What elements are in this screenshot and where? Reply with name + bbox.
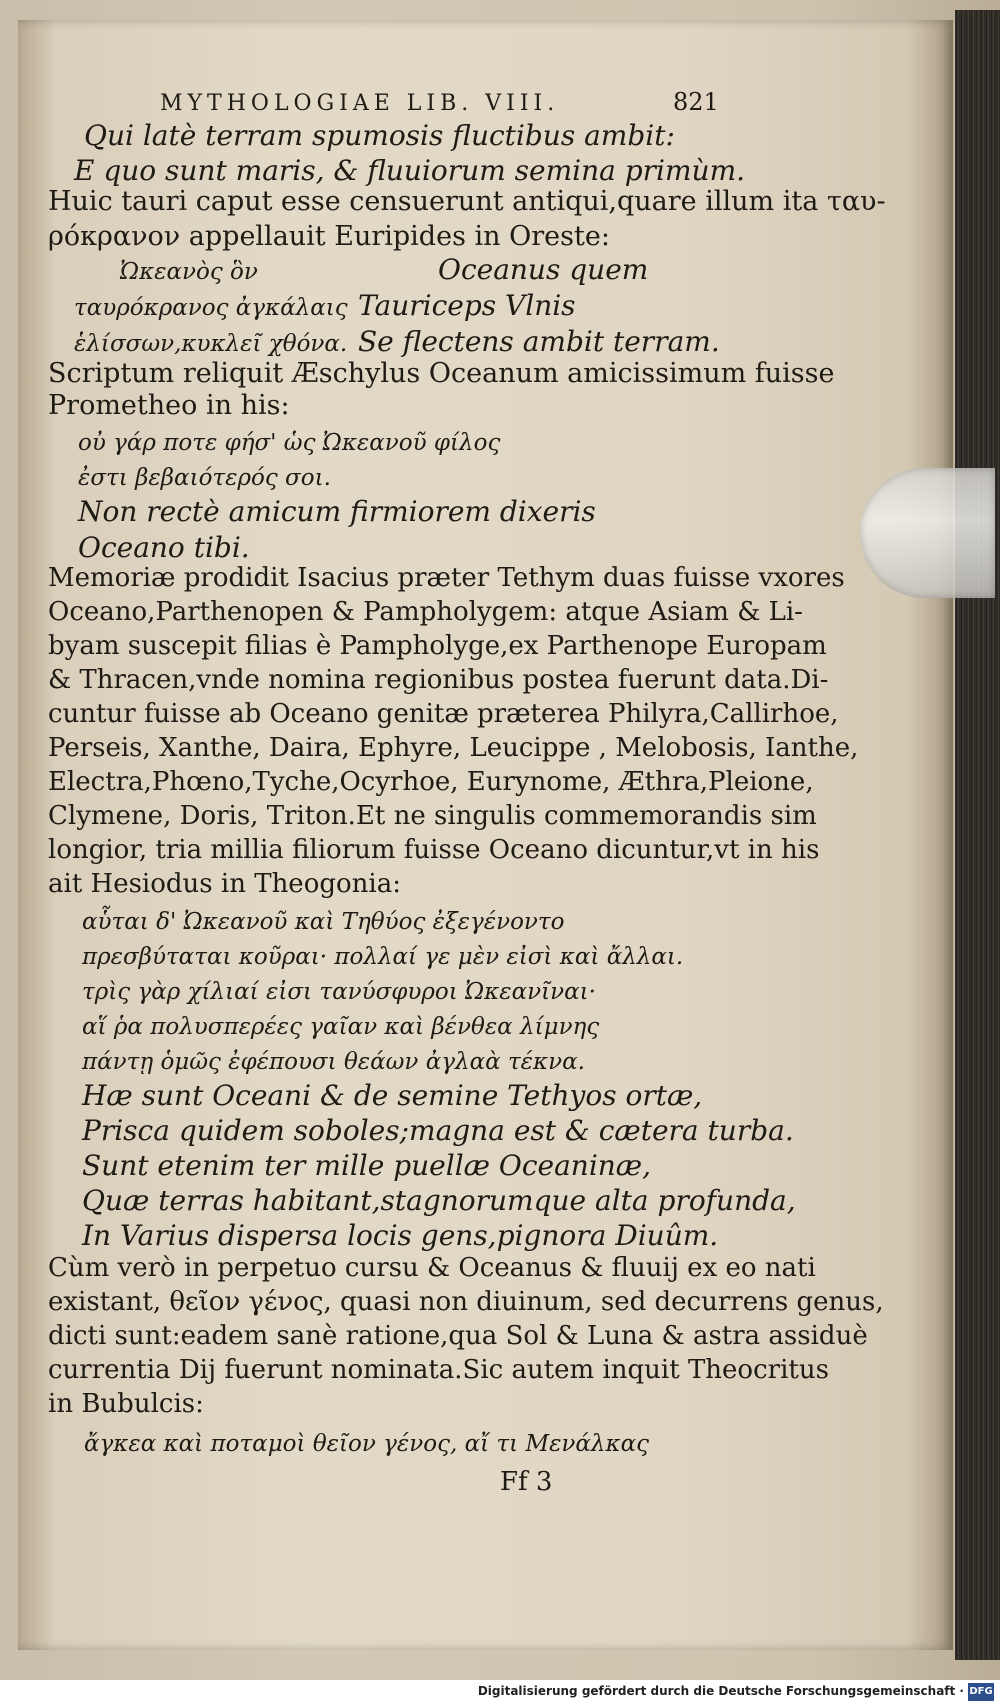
- text-line: byam suscepit filias è Pampholyge,ex Parthenope Europam: [48, 631, 827, 661]
- greek-verse: ἐστι βεβαιότερός σοι.: [78, 465, 331, 491]
- signature-mark: Ff 3: [500, 1467, 553, 1497]
- text-line: Oceano,Parthenopen & Pampholygem: atque Asiam & Li-: [48, 597, 803, 627]
- greek-verse: ἄγκεα καὶ ποταμοὶ θεῖον γένος, αἴ τι Μενάλκας: [84, 1431, 649, 1457]
- greek-verse: αὗται δ' Ὠκεανοῦ καὶ Τηθύος ἐξεγένοντο: [82, 909, 565, 935]
- latin-verse: Quæ terras habitant,stagnorumque alta profunda,: [82, 1184, 796, 1217]
- text-line: Qui latè terram spumosis fluctibus ambit:: [84, 119, 675, 152]
- running-title: MYTHOLOGIAE LIB. VIII.: [160, 91, 560, 116]
- text-line: dicti sunt:eadem sanè ratione,qua Sol & Luna & astra assiduè: [48, 1321, 868, 1351]
- text-line: Memoriæ prodidit Isacius præter Tethym duas fuisse vxores: [48, 563, 845, 593]
- text-line: Electra,Phœno,Tyche,Ocyrhoe, Eurynome, Æthra,Pleione,: [48, 767, 814, 797]
- latin-verse: Non rectè amicum firmiorem dixeris: [78, 495, 596, 528]
- text-line: ait Hesiodus in Theogonia:: [48, 869, 401, 899]
- funding-credit: Digitalisierung gefördert durch die Deutsche Forschungsgemeinschaft ·: [477, 1684, 964, 1698]
- latin-verse: Prisca quidem soboles;magna est & cætera turba.: [82, 1114, 794, 1147]
- text-line: longior, tria millia filiorum fuisse Oceano dicuntur,vt in his: [48, 835, 820, 865]
- greek-verse: ἑλίσσων,κυκλεῖ χθόνα.: [74, 331, 348, 357]
- page-edges: [955, 10, 1000, 1660]
- text-line: Cùm verò in perpetuo cursu & Oceanus & fluuij ex eo nati: [48, 1253, 816, 1283]
- dfg-logo: DFG: [968, 1683, 994, 1701]
- text-line: cuntur fuisse ab Oceano genitæ præterea Philyra,Callirhoe,: [48, 699, 839, 729]
- latin-verse: Sunt etenim ter mille puellæ Oceaninæ,: [82, 1149, 652, 1182]
- greek-verse: οὐ γάρ ποτε φήσ' ὡς Ὠκεανοῦ φίλος: [78, 430, 501, 456]
- text-line: E quo sunt maris, & fluuiorum semina primùm.: [74, 154, 746, 187]
- footer-bar: [0, 1680, 1000, 1705]
- latin-verse: Oceanus quem: [438, 253, 649, 286]
- greek-verse: ταυρόκρανος ἀγκάλαις: [74, 295, 348, 321]
- text-line: in Bubulcis:: [48, 1389, 204, 1419]
- greek-verse: αἵ ῥα πολυσπερέες γαῖαν καὶ βένθεα λίμνης: [82, 1014, 600, 1040]
- text-line: Clymene, Doris, Triton.Et ne singulis commemorandis sim: [48, 801, 817, 831]
- latin-verse: Hæ sunt Oceani & de semine Tethyos ortæ,: [82, 1079, 703, 1112]
- text-line: currentia Dij fuerunt nominata.Sic autem inquit Theocritus: [48, 1355, 829, 1385]
- latin-verse: Oceano tibi.: [78, 531, 250, 564]
- book-page: [18, 20, 953, 1650]
- greek-verse: πρεσβύταται κοῦραι· πολλαί γε μὲν εἰσὶ καὶ ἄλλαι.: [82, 944, 684, 970]
- book-clamp: [860, 468, 995, 598]
- greek-verse: Ὠκεανὸς ὃν: [120, 259, 258, 285]
- greek-verse: τρὶς γὰρ χίλιαί εἰσι τανύσφυροι Ὠκεανῖναι·: [82, 979, 596, 1005]
- text-line: Huic tauri caput esse censuerunt antiqui,quare illum ita ταυ-: [48, 186, 886, 217]
- greek-verse: πάντῃ ὁμῶς ἐφέπουσι θεάων ἀγλαὰ τέκνα.: [82, 1049, 585, 1075]
- latin-verse: Tauriceps Vlnis: [358, 289, 576, 322]
- text-line: ρόκρανον appellauit Euripides in Oreste:: [48, 221, 610, 252]
- text-line: & Thracen,vnde nomina regionibus postea fuerunt data.Di-: [48, 665, 829, 695]
- latin-verse: Se flectens ambit terram.: [358, 325, 720, 358]
- text-line: Scriptum reliquit Æschylus Oceanum amicissimum fuisse: [48, 358, 835, 389]
- latin-verse: In Varius dispersa locis gens,pignora Diuûm.: [82, 1219, 719, 1252]
- text-line: Perseis, Xanthe, Daira, Ephyre, Leucippe , Melobosis, Ianthe,: [48, 733, 859, 763]
- text-line: existant, θεῖον γένος, quasi non diuinum, sed decurrens genus,: [48, 1287, 884, 1317]
- page-number: 821: [673, 88, 719, 116]
- text-line: Prometheo in his:: [48, 390, 290, 421]
